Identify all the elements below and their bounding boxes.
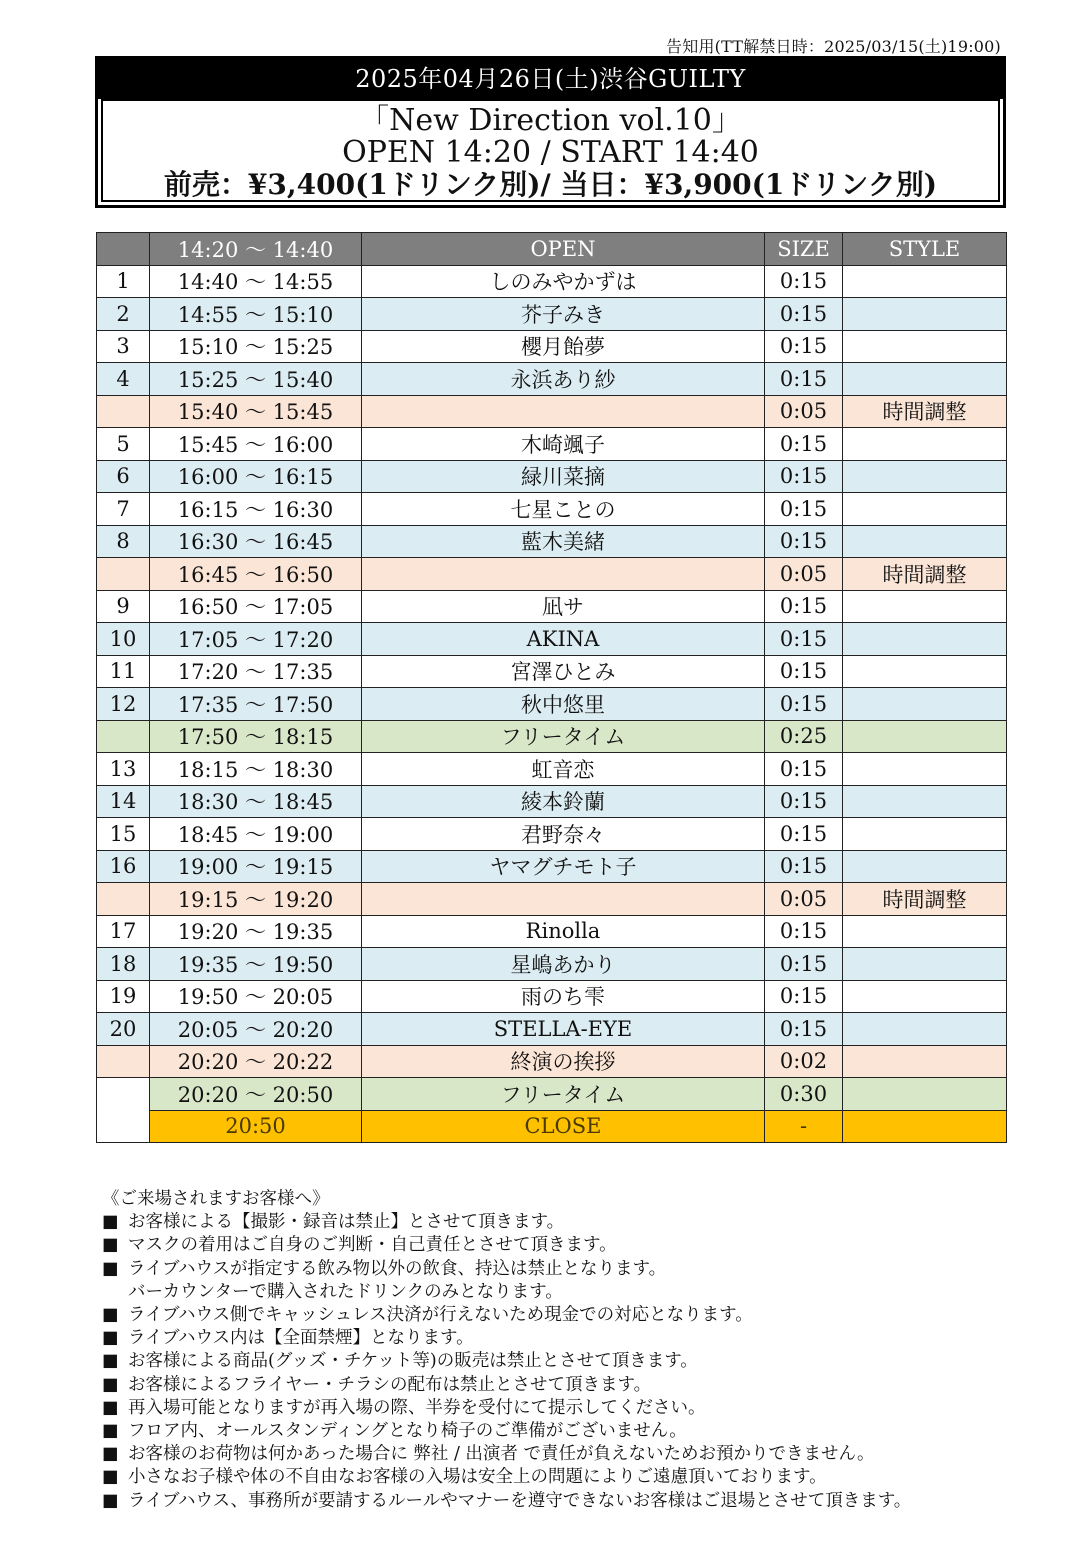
cell-time: 15:45 ～ 16:00 xyxy=(150,428,362,461)
square-bullet-icon: ■ xyxy=(102,1444,119,1465)
cell-no: 4 xyxy=(97,363,150,396)
rule-text: ライブハウス内は【全面禁煙】となります。 xyxy=(128,1328,474,1349)
cell-size: 0:15 xyxy=(765,590,843,623)
cell-size: 0:05 xyxy=(765,883,843,916)
rules-intro: 《ご来場されますお客様へ》 xyxy=(102,1189,330,1209)
cell-no: 15 xyxy=(97,818,150,851)
rule-item xyxy=(102,1327,1032,1350)
rule-text: お客様による【撮影・録音は禁止】とさせて頂きます。 xyxy=(128,1212,565,1233)
cell-no: 14 xyxy=(97,785,150,818)
cell-time: 16:45 ～ 16:50 xyxy=(150,558,362,591)
cell-no xyxy=(97,395,150,428)
release-notice: 告知用(TT解禁日時：2025/03/15(土)19:00) xyxy=(666,37,1001,56)
cell-style xyxy=(843,330,1007,363)
cell-size: 0:15 xyxy=(765,525,843,558)
cell-no: 5 xyxy=(97,428,150,461)
table-row xyxy=(97,1110,1007,1143)
cell-time: 17:05 ～ 17:20 xyxy=(150,623,362,656)
table-row xyxy=(97,558,1007,591)
rule-item xyxy=(102,1211,1032,1234)
cell-name: AKINA xyxy=(362,623,765,656)
cell-size: 0:15 xyxy=(765,655,843,688)
cell-time: 20:20 ～ 20:50 xyxy=(150,1078,362,1111)
rule-text: お客様によるフライヤー・チラシの配布は禁止とさせて頂きます。 xyxy=(128,1374,652,1395)
cell-no: 10 xyxy=(97,623,150,656)
cell-style xyxy=(843,1078,1007,1111)
square-bullet-icon: ■ xyxy=(102,1328,119,1349)
cell-size: 0:15 xyxy=(765,948,843,981)
cell-no xyxy=(97,883,150,916)
header-time: 14:20 ～ 14:40 xyxy=(150,233,362,266)
cell-time: 17:20 ～ 17:35 xyxy=(150,655,362,688)
cell-style xyxy=(843,1013,1007,1046)
cell-size: 0:15 xyxy=(765,363,843,396)
rule-text: 再入場可能となりますが再入場の際、半券を受付にて提示してください。 xyxy=(128,1397,706,1418)
table-header xyxy=(97,233,1007,266)
cell-size: 0:15 xyxy=(765,460,843,493)
table-row xyxy=(97,525,1007,558)
table-row xyxy=(97,493,1007,526)
date-venue: 2025年04月26日(土)渋谷GUILTY xyxy=(98,59,1003,99)
square-bullet-icon: ■ xyxy=(102,1467,119,1488)
cell-time: 19:00 ～ 19:15 xyxy=(150,850,362,883)
cell-name: 緑川菜摘 xyxy=(362,460,765,493)
square-bullet-icon: ■ xyxy=(102,1421,119,1442)
square-bullet-icon: ■ xyxy=(102,1305,119,1326)
cell-size: 0:15 xyxy=(765,493,843,526)
square-bullet-icon: ■ xyxy=(102,1351,119,1372)
cell-time: 18:30 ～ 18:45 xyxy=(150,785,362,818)
cell-no: 3 xyxy=(97,330,150,363)
cell-time: 19:35 ～ 19:50 xyxy=(150,948,362,981)
table-row xyxy=(97,688,1007,721)
cell-style xyxy=(843,720,1007,753)
header-size: SIZE xyxy=(765,233,843,266)
cell-size: 0:15 xyxy=(765,785,843,818)
timetable xyxy=(96,232,1007,1143)
rule-text: マスクの着用はご自身のご判断・自己責任とさせて頂きます。 xyxy=(128,1235,617,1256)
cell-no: 17 xyxy=(97,915,150,948)
table-row xyxy=(97,298,1007,331)
square-bullet-icon: ■ xyxy=(102,1490,119,1511)
cell-style xyxy=(843,753,1007,786)
table-row xyxy=(97,948,1007,981)
cell-style xyxy=(843,915,1007,948)
cell-no xyxy=(97,558,150,591)
cell-name: ヤマグチモト子 xyxy=(362,850,765,883)
cell-no: 11 xyxy=(97,655,150,688)
square-bullet-icon: ■ xyxy=(102,1374,119,1395)
cell-no xyxy=(97,1045,150,1078)
cell-style xyxy=(843,363,1007,396)
table-row xyxy=(97,883,1007,916)
cell-name: しのみやかずは xyxy=(362,265,765,298)
cell-no: 12 xyxy=(97,688,150,721)
cell-name: Rinolla xyxy=(362,915,765,948)
cell-name: 君野奈々 xyxy=(362,818,765,851)
cell-style: 時間調整 xyxy=(843,395,1007,428)
table-row xyxy=(97,980,1007,1013)
cell-name: フリータイム xyxy=(362,1078,765,1111)
event-info xyxy=(101,99,1000,202)
cell-size: 0:05 xyxy=(765,395,843,428)
table-row xyxy=(97,428,1007,461)
cell-name xyxy=(362,558,765,591)
table-row xyxy=(97,1045,1007,1078)
rule-text: お客様による商品(グッズ・チケット等)の販売は禁止とさせて頂きます。 xyxy=(128,1351,698,1372)
square-bullet-icon: ■ xyxy=(102,1258,119,1279)
cell-no: 2 xyxy=(97,298,150,331)
visitor-rules xyxy=(102,1188,1032,1513)
cell-style: 時間調整 xyxy=(843,883,1007,916)
cell-time: 14:40 ～ 14:55 xyxy=(150,265,362,298)
table-row xyxy=(97,1013,1007,1046)
cell-name: 櫻月飴夢 xyxy=(362,330,765,363)
cell-time: 20:20 ～ 20:22 xyxy=(150,1045,362,1078)
cell-name: 芥子みき xyxy=(362,298,765,331)
cell-time: 19:15 ～ 19:20 xyxy=(150,883,362,916)
cell-time: 18:15 ～ 18:30 xyxy=(150,753,362,786)
cell-no xyxy=(97,1078,150,1143)
cell-name: 雨のち雫 xyxy=(362,980,765,1013)
cell-no: 19 xyxy=(97,980,150,1013)
event-title: 「New Direction vol.10」 xyxy=(359,103,742,138)
table-row xyxy=(97,850,1007,883)
cell-size: 0:15 xyxy=(765,753,843,786)
cell-time: 19:50 ～ 20:05 xyxy=(150,980,362,1013)
cell-size: 0:02 xyxy=(765,1045,843,1078)
cell-size: 0:15 xyxy=(765,980,843,1013)
cell-name: 永浜あり紗 xyxy=(362,363,765,396)
square-bullet-icon: ■ xyxy=(102,1235,119,1256)
cell-size: 0:15 xyxy=(765,330,843,363)
rule-item xyxy=(102,1374,1032,1397)
cell-time: 15:40 ～ 15:45 xyxy=(150,395,362,428)
rule-text: お客様のお荷物は何かあった場合に 弊社 / 出演者 で責任が負えないためお預かりできません。 xyxy=(128,1444,875,1465)
cell-size: - xyxy=(765,1110,843,1143)
cell-name: 終演の挨拶 xyxy=(362,1045,765,1078)
cell-time: 15:25 ～ 15:40 xyxy=(150,363,362,396)
cell-time: 15:10 ～ 15:25 xyxy=(150,330,362,363)
cell-size: 0:15 xyxy=(765,265,843,298)
cell-style xyxy=(843,818,1007,851)
table-row xyxy=(97,265,1007,298)
cell-style xyxy=(843,623,1007,656)
cell-no: 6 xyxy=(97,460,150,493)
cell-style xyxy=(843,1110,1007,1143)
open-start-times: OPEN 14:20 / START 14:40 xyxy=(342,135,759,170)
cell-style xyxy=(843,525,1007,558)
cell-name xyxy=(362,883,765,916)
cell-style xyxy=(843,1045,1007,1078)
rule-item xyxy=(102,1350,1032,1373)
cell-style xyxy=(843,428,1007,461)
rule-item xyxy=(102,1490,1032,1513)
cell-style xyxy=(843,850,1007,883)
cell-time: 19:20 ～ 19:35 xyxy=(150,915,362,948)
table-row xyxy=(97,655,1007,688)
cell-no: 18 xyxy=(97,948,150,981)
cell-no: 9 xyxy=(97,590,150,623)
rule-item xyxy=(102,1281,1032,1304)
cell-size: 0:05 xyxy=(765,558,843,591)
cell-name: 木崎颯子 xyxy=(362,428,765,461)
cell-style: 時間調整 xyxy=(843,558,1007,591)
square-bullet-icon: ■ xyxy=(102,1212,119,1233)
table-row xyxy=(97,915,1007,948)
cell-name: 藍木美緒 xyxy=(362,525,765,558)
table-row xyxy=(97,460,1007,493)
cell-style xyxy=(843,948,1007,981)
cell-size: 0:25 xyxy=(765,720,843,753)
cell-time: 16:00 ～ 16:15 xyxy=(150,460,362,493)
cell-time: 16:30 ～ 16:45 xyxy=(150,525,362,558)
cell-size: 0:30 xyxy=(765,1078,843,1111)
cell-time: 18:45 ～ 19:00 xyxy=(150,818,362,851)
cell-style xyxy=(843,265,1007,298)
square-bullet-icon: ■ xyxy=(102,1397,119,1418)
rule-text: ライブハウス、事務所が要請するルールやマナーを遵守できないお客様はご退場とさせて頂きます。 xyxy=(128,1490,912,1511)
cell-size: 0:15 xyxy=(765,1013,843,1046)
cell-size: 0:15 xyxy=(765,688,843,721)
cell-no: 8 xyxy=(97,525,150,558)
rule-text: バーカウンターで購入されたドリンクのみとなります。 xyxy=(128,1281,563,1302)
table-row xyxy=(97,363,1007,396)
cell-name: 綾本鈴蘭 xyxy=(362,785,765,818)
table-row xyxy=(97,395,1007,428)
table-row xyxy=(97,785,1007,818)
rule-text: ライブハウスが指定する飲み物以外の飲食、持込は禁止となります。 xyxy=(128,1258,667,1279)
rule-item xyxy=(102,1258,1032,1281)
table-row xyxy=(97,590,1007,623)
cell-style xyxy=(843,785,1007,818)
rule-item xyxy=(102,1466,1032,1489)
header-name: OPEN xyxy=(362,233,765,266)
cell-time: 16:50 ～ 17:05 xyxy=(150,590,362,623)
cell-name: フリータイム xyxy=(362,720,765,753)
cell-style xyxy=(843,655,1007,688)
rule-item xyxy=(102,1397,1032,1420)
cell-size: 0:15 xyxy=(765,850,843,883)
cell-name: STELLA-EYE xyxy=(362,1013,765,1046)
rule-item xyxy=(102,1234,1032,1257)
cell-time: 20:05 ～ 20:20 xyxy=(150,1013,362,1046)
cell-size: 0:15 xyxy=(765,915,843,948)
cell-name: 七星ことの xyxy=(362,493,765,526)
cell-style xyxy=(843,298,1007,331)
cell-name: CLOSE xyxy=(362,1110,765,1143)
table-row xyxy=(97,1078,1007,1111)
cell-no: 20 xyxy=(97,1013,150,1046)
rule-item xyxy=(102,1443,1032,1466)
cell-name xyxy=(362,395,765,428)
cell-name: 凪サ xyxy=(362,590,765,623)
cell-time: 16:15 ～ 16:30 xyxy=(150,493,362,526)
cell-style xyxy=(843,980,1007,1013)
cell-no: 1 xyxy=(97,265,150,298)
cell-no xyxy=(97,720,150,753)
cell-name: 星嶋あかり xyxy=(362,948,765,981)
cell-size: 0:15 xyxy=(765,623,843,656)
cell-time: 14:55 ～ 15:10 xyxy=(150,298,362,331)
cell-no: 7 xyxy=(97,493,150,526)
cell-no: 13 xyxy=(97,753,150,786)
rule-item xyxy=(102,1304,1032,1327)
cell-name: 虹音恋 xyxy=(362,753,765,786)
cell-name: 秋中悠里 xyxy=(362,688,765,721)
rules-list xyxy=(102,1211,1032,1513)
header-no xyxy=(97,233,150,266)
cell-name: 宮澤ひとみ xyxy=(362,655,765,688)
cell-size: 0:15 xyxy=(765,818,843,851)
rule-text: 小さなお子様や体の不自由なお客様の入場は安全上の問題によりご遠慮頂いております。 xyxy=(128,1467,827,1488)
cell-style xyxy=(843,460,1007,493)
cell-no: 16 xyxy=(97,850,150,883)
cell-style xyxy=(843,688,1007,721)
rule-item xyxy=(102,1420,1032,1443)
cell-size: 0:15 xyxy=(765,428,843,461)
table-row xyxy=(97,753,1007,786)
ticket-price: 前売：¥3,400(1ドリンク別)/ 当日：¥3,900(1ドリンク別) xyxy=(163,168,938,201)
table-row xyxy=(97,330,1007,363)
cell-time: 20:50 xyxy=(150,1110,362,1143)
event-header xyxy=(95,56,1006,208)
cell-time: 17:50 ～ 18:15 xyxy=(150,720,362,753)
table-row xyxy=(97,818,1007,851)
cell-size: 0:15 xyxy=(765,298,843,331)
table-row xyxy=(97,623,1007,656)
cell-time: 17:35 ～ 17:50 xyxy=(150,688,362,721)
cell-style xyxy=(843,493,1007,526)
rule-text: ライブハウス側でキャッシュレス決済が行えないため現金での対応となります。 xyxy=(128,1305,753,1326)
cell-style xyxy=(843,590,1007,623)
header-style: STYLE xyxy=(843,233,1007,266)
table-row xyxy=(97,720,1007,753)
rule-text: フロア内、オールスタンディングとなり椅子のご準備がございません。 xyxy=(128,1421,687,1442)
